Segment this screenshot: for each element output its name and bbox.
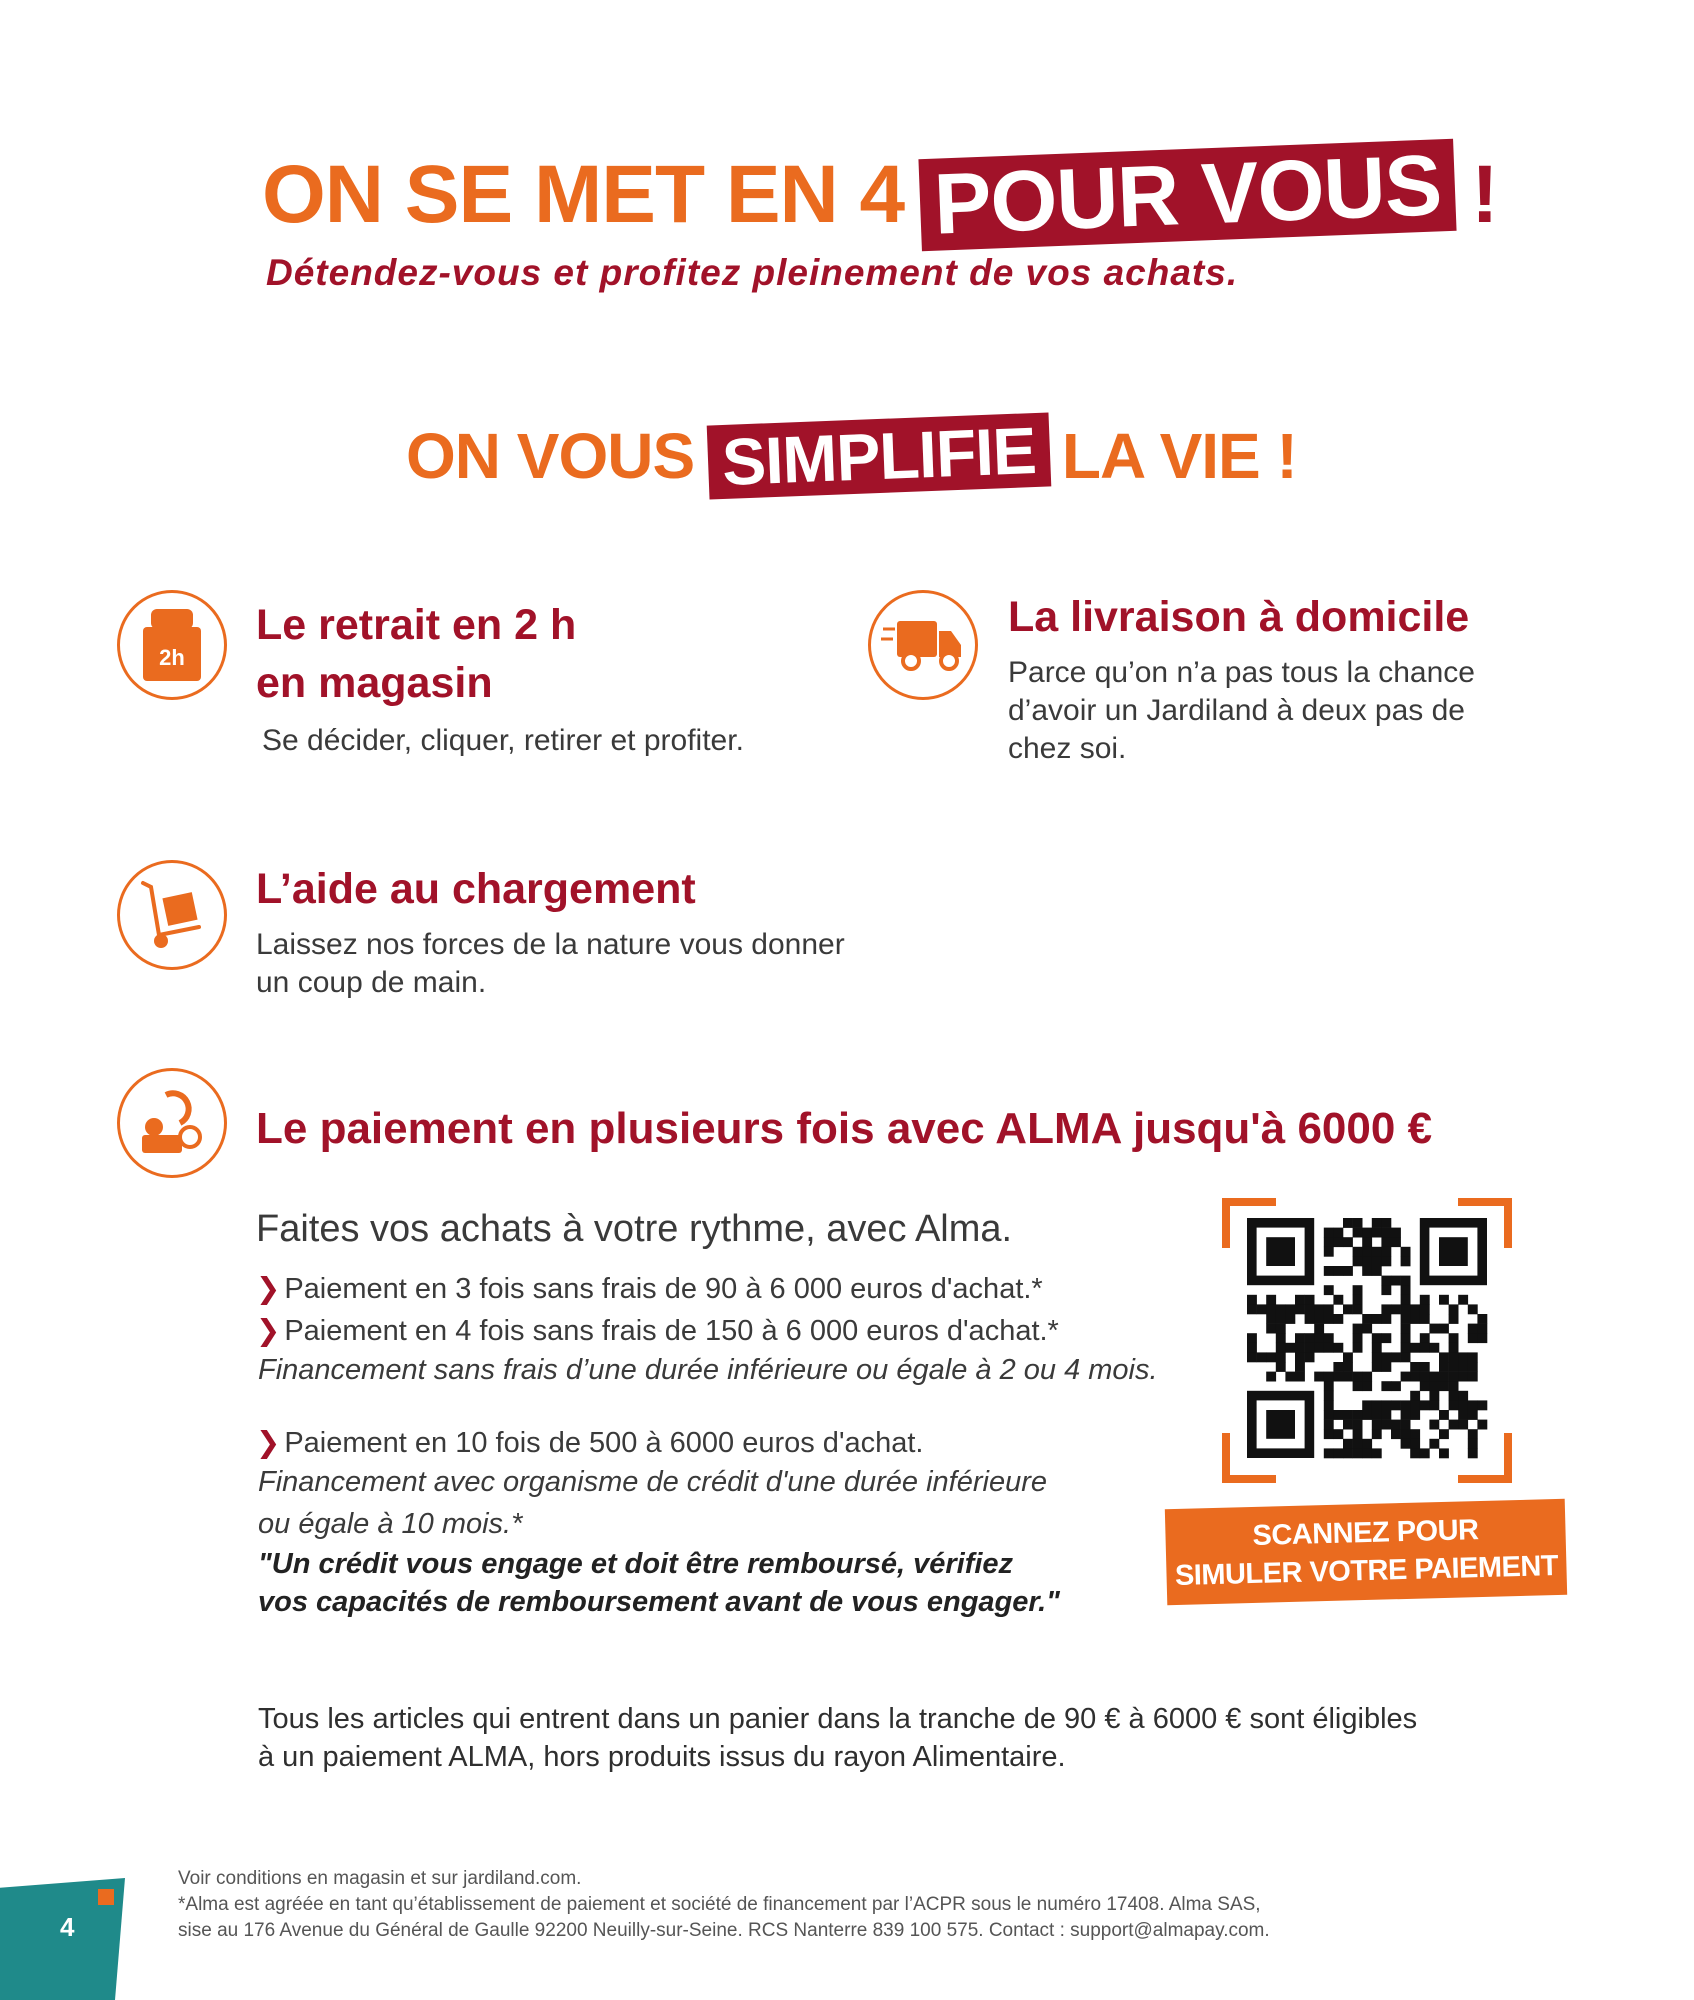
headline-part1: ON SE MET EN 4 — [262, 149, 905, 240]
main-headline — [262, 137, 1498, 253]
alma-note-1: Financement sans frais d’une durée inférieure ou égale à 2 ou 4 mois. — [258, 1354, 1158, 1386]
paiement-title: Le paiement en plusieurs fois avec ALMA jusqu'à 6000 € — [256, 1104, 1433, 1153]
payment-icon — [117, 1068, 227, 1178]
store-pickup-icon — [117, 590, 227, 700]
headline-subtitle: Détendez-vous et profitez pleinement de vos achats. — [266, 252, 1239, 293]
livraison-text-line2: d’avoir un Jardiland à deux pas de — [1008, 694, 1465, 727]
aide-title: L’aide au chargement — [256, 865, 696, 913]
footer-line1: Voir conditions en magasin et sur jardiland.com. — [178, 1868, 582, 1889]
page-number: 4 — [60, 1912, 75, 1942]
eligibility-line2: à un paiement ALMA, hors produits issus du rayon Alimentaire. — [258, 1741, 1066, 1773]
delivery-truck-icon — [868, 590, 978, 700]
hand-truck-icon — [117, 860, 227, 970]
credit-warning-line2: vos capacités de remboursement avant de vous engager." — [258, 1586, 1060, 1618]
chevron-right-icon: ❯ — [256, 1427, 281, 1459]
alma-note-2-line2: ou égale à 10 mois.* — [258, 1508, 523, 1540]
retrait-title-line1: Le retrait en 2 h — [256, 601, 577, 649]
aide-text-line1: Laissez nos forces de la nature vous donner — [256, 928, 845, 961]
alma-bullet-3: ❯ Paiement en 10 fois de 500 à 6000 euros d'achat. — [256, 1427, 924, 1459]
livraison-text-line3: chez soi. — [1008, 732, 1127, 765]
livraison-title: La livraison à domicile — [1008, 593, 1470, 641]
chevron-right-icon: ❯ — [256, 1315, 281, 1347]
alma-note-2-line1: Financement avec organisme de crédit d'une durée inférieure — [258, 1466, 1047, 1498]
footer-line2: *Alma est agréée en tant qu’établissement de paiement et société de financement par l’ACPR sous le numéro 17408. Alma SAS, — [178, 1894, 1261, 1915]
corner-accent — [98, 1889, 114, 1905]
alma-lead: Faites vos achats à votre rythme, avec Alma. — [256, 1208, 1013, 1250]
headline-exclamation: ! — [1471, 149, 1498, 240]
aide-text-line2: un coup de main. — [256, 966, 487, 999]
footer-line3: sise au 176 Avenue du Général de Gaulle 92200 Neuilly-sur-Seine. RCS Nanterre 839 100 575. Contact : support@almapay.com. — [178, 1920, 1270, 1941]
alma-bullet-2: ❯ Paiement en 4 fois sans frais de 150 à 6 000 euros d'achat.* — [256, 1315, 1059, 1347]
section-headline — [406, 410, 1297, 502]
section-headline-part2: LA VIE ! — [1061, 420, 1297, 492]
section-headline-part1: ON VOUS — [406, 420, 695, 492]
eligibility-text — [258, 1700, 1417, 1776]
legal-footer — [178, 1866, 1270, 1944]
headline-boxed: POUR VOUS — [919, 139, 1457, 251]
credit-warning-line1: "Un crédit vous engage et doit être remboursé, vérifiez — [258, 1548, 1014, 1580]
scan-button-line1: SCANNEZ POUR — [1252, 1514, 1479, 1552]
store-pickup-icon-label: 2h — [159, 645, 185, 670]
qr-code[interactable] — [1222, 1198, 1512, 1483]
scan-to-simulate-button[interactable] — [1165, 1499, 1567, 1605]
chevron-right-icon: ❯ — [256, 1273, 281, 1305]
scan-button-line2: SIMULER VOTRE PAIEMENT — [1174, 1549, 1559, 1593]
retrait-title-line2: en magasin — [256, 659, 493, 707]
eligibility-line1: Tous les articles qui entrent dans un panier dans la tranche de 90 € à 6000 € sont éligibles — [258, 1703, 1418, 1735]
alma-bullet-1: ❯ Paiement en 3 fois sans frais de 90 à 6 000 euros d'achat.* — [256, 1273, 1043, 1305]
section-headline-boxed: SIMPLIFIE — [707, 412, 1051, 499]
livraison-text-line1: Parce qu’on n’a pas tous la chance — [1008, 656, 1475, 689]
retrait-text: Se décider, cliquer, retirer et profiter. — [262, 724, 744, 757]
